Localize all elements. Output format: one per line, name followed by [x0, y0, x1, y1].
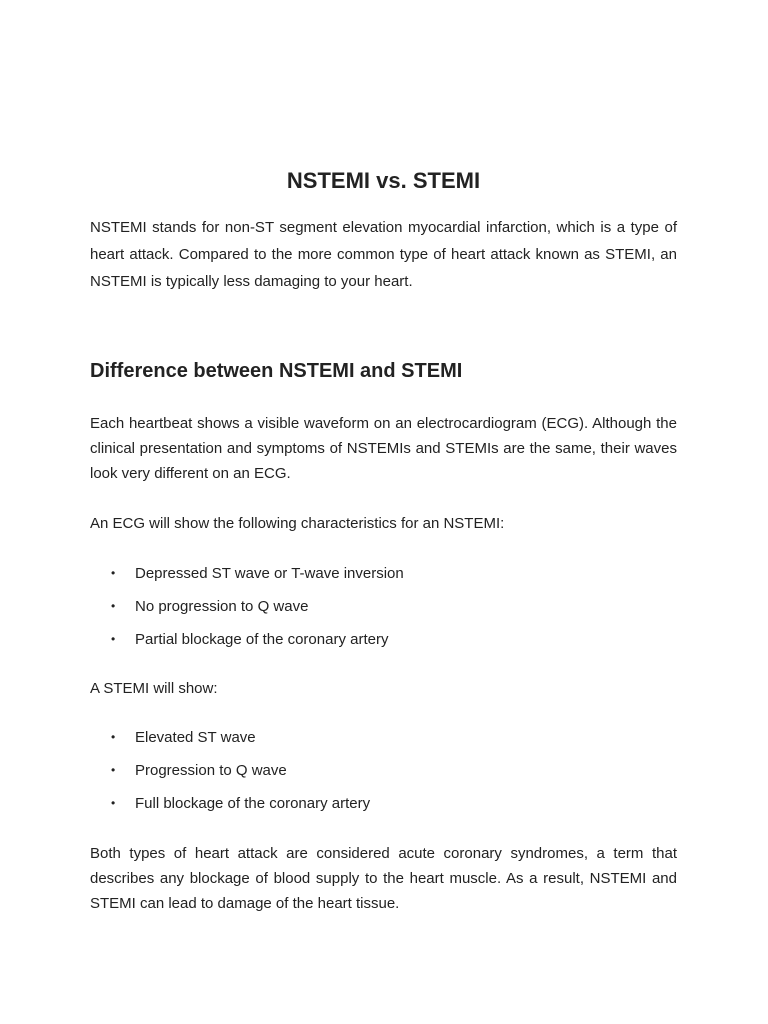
list-item	[90, 561, 677, 594]
list-item	[90, 791, 677, 824]
page-title: NSTEMI vs. STEMI	[286, 168, 481, 193]
stemi-intro-paragraph: A STEMI will show:	[90, 680, 218, 697]
ecg-paragraph: Each heartbeat shows a visible waveform on an electrocardiogram (ECG). Although the clinical presentation and symptoms of NSTEMIs and STEMIs are the same, their waves look very different on an ECG.	[90, 415, 677, 482]
bullet-icon: •	[111, 730, 116, 744]
stemi-characteristics-list	[90, 725, 677, 824]
conclusion-paragraph: Both types of heart attack are considered acute coronary syndromes, a term that describes any blockage of blood supply to the heart muscle. As a result, NSTEMI and STEMI can lead to damage of the heart tissue.	[90, 845, 677, 912]
bullet-icon: •	[111, 566, 116, 580]
nstemi-characteristics-list	[90, 561, 677, 660]
intro-paragraph: NSTEMI stands for non-ST segment elevation myocardial infarction, which is a type of heart attack. Compared to the more common type of heart attack known as STEMI, an NSTEMI is typically less damaging to your heart.	[90, 219, 677, 290]
nstemi-intro-paragraph: An ECG will show the following characteristics for an NSTEMI:	[90, 515, 505, 532]
list-item-text: Elevated ST wave	[135, 729, 256, 746]
bullet-icon: •	[111, 632, 116, 646]
list-item	[90, 594, 677, 627]
list-item-text: Progression to Q wave	[135, 762, 287, 779]
list-item	[90, 627, 677, 660]
list-item	[90, 725, 677, 758]
bullet-icon: •	[111, 796, 116, 810]
list-item	[90, 758, 677, 791]
list-item-text: Depressed ST wave or T-wave inversion	[135, 565, 404, 582]
section-heading: Difference between NSTEMI and STEMI	[90, 360, 463, 382]
list-item-text: Full blockage of the coronary artery	[135, 795, 371, 812]
bullet-icon: •	[111, 763, 116, 777]
list-item-text: No progression to Q wave	[135, 598, 309, 615]
bullet-icon: •	[111, 599, 116, 613]
list-item-text: Partial blockage of the coronary artery	[135, 631, 389, 648]
